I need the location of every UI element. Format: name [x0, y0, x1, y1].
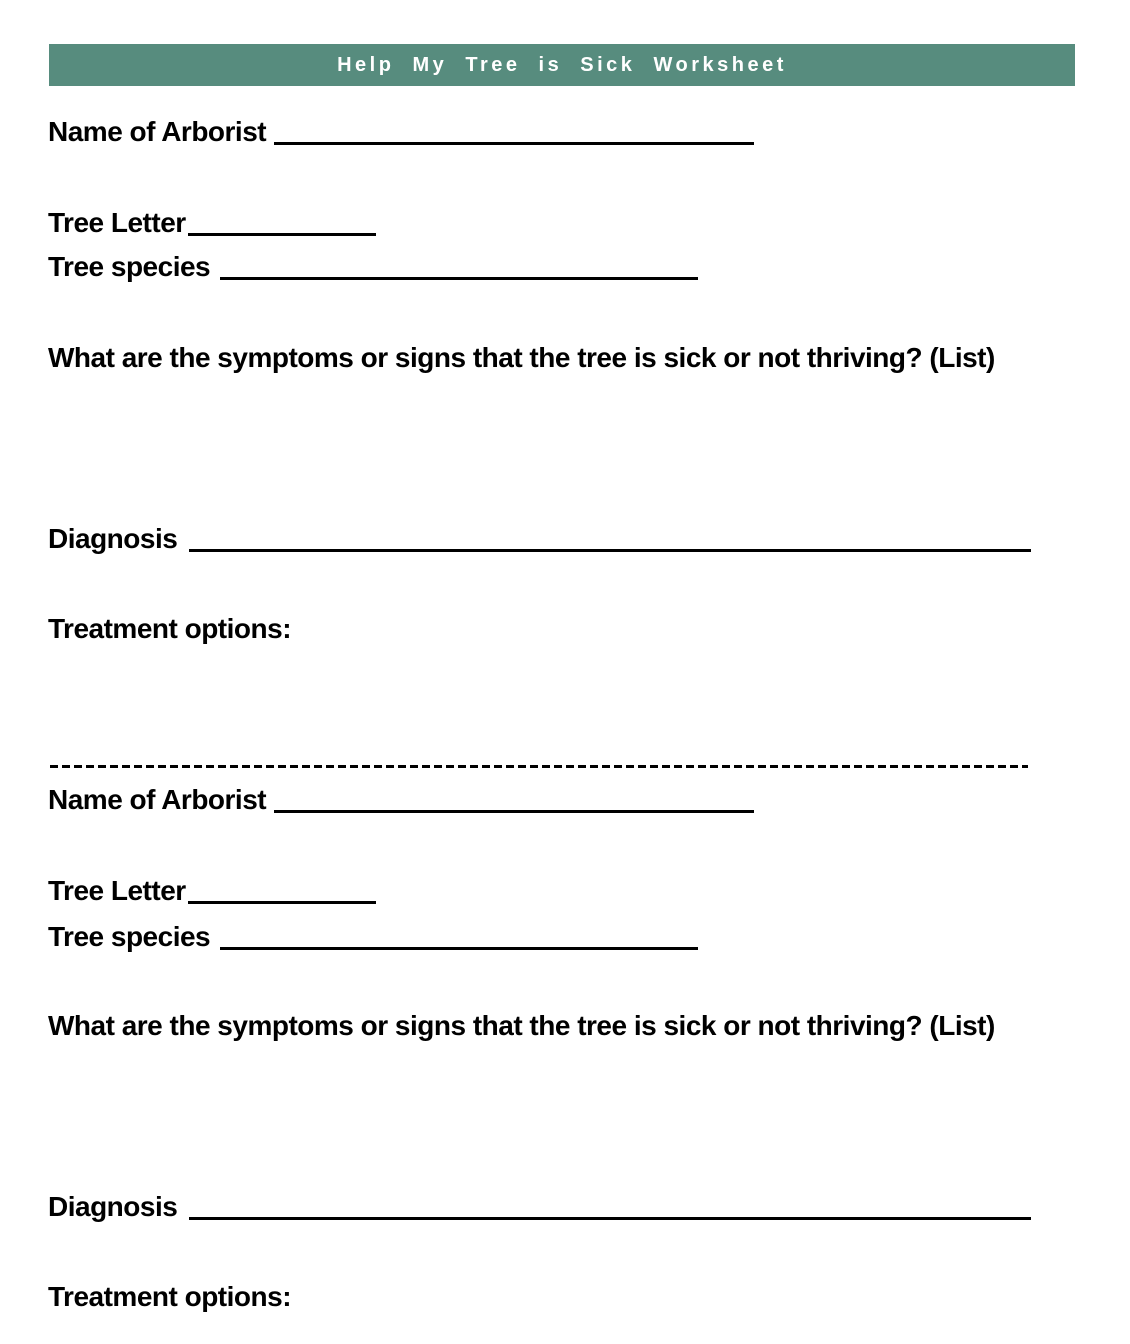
worksheet-title: Help My Tree is Sick Worksheet — [337, 53, 787, 76]
symptoms-answer-area[interactable] — [48, 1050, 1028, 1178]
section-divider — [50, 765, 1028, 768]
tree-species-row — [48, 250, 698, 284]
treatment-answer-area[interactable] — [48, 1320, 1028, 1344]
treatment-options-heading: Treatment options: — [48, 1281, 292, 1312]
treatment-answer-area[interactable] — [48, 652, 1028, 748]
name-of-arborist-label: Name of Arborist — [48, 784, 267, 815]
diagnosis-field[interactable] — [189, 1193, 1031, 1220]
name-of-arborist-row — [48, 783, 754, 817]
tree-species-field[interactable] — [220, 923, 698, 950]
tree-species-row — [48, 920, 698, 954]
diagnosis-row — [48, 1190, 1031, 1224]
tree-species-label: Tree species — [48, 251, 211, 282]
tree-species-label: Tree species — [48, 921, 211, 952]
tree-letter-field[interactable] — [188, 209, 376, 236]
tree-letter-field[interactable] — [188, 877, 376, 904]
diagnosis-label: Diagnosis — [48, 523, 178, 554]
diagnosis-field[interactable] — [189, 525, 1031, 552]
tree-letter-row — [48, 206, 376, 240]
tree-letter-row — [48, 874, 376, 908]
symptoms-question: What are the symptoms or signs that the tree is sick or not thriving? (List) — [48, 342, 995, 373]
tree-species-field[interactable] — [220, 253, 698, 280]
name-of-arborist-label: Name of Arborist — [48, 116, 267, 147]
tree-letter-label: Tree Letter — [48, 875, 186, 906]
diagnosis-label: Diagnosis — [48, 1191, 178, 1222]
name-of-arborist-field[interactable] — [274, 118, 754, 145]
symptoms-answer-area[interactable] — [48, 382, 1028, 510]
worksheet-header-bar — [49, 44, 1075, 86]
diagnosis-row — [48, 522, 1031, 556]
treatment-options-heading: Treatment options: — [48, 613, 292, 644]
symptoms-question: What are the symptoms or signs that the tree is sick or not thriving? (List) — [48, 1010, 995, 1041]
tree-letter-label: Tree Letter — [48, 207, 186, 238]
name-of-arborist-field[interactable] — [274, 786, 754, 813]
name-of-arborist-row — [48, 115, 754, 149]
